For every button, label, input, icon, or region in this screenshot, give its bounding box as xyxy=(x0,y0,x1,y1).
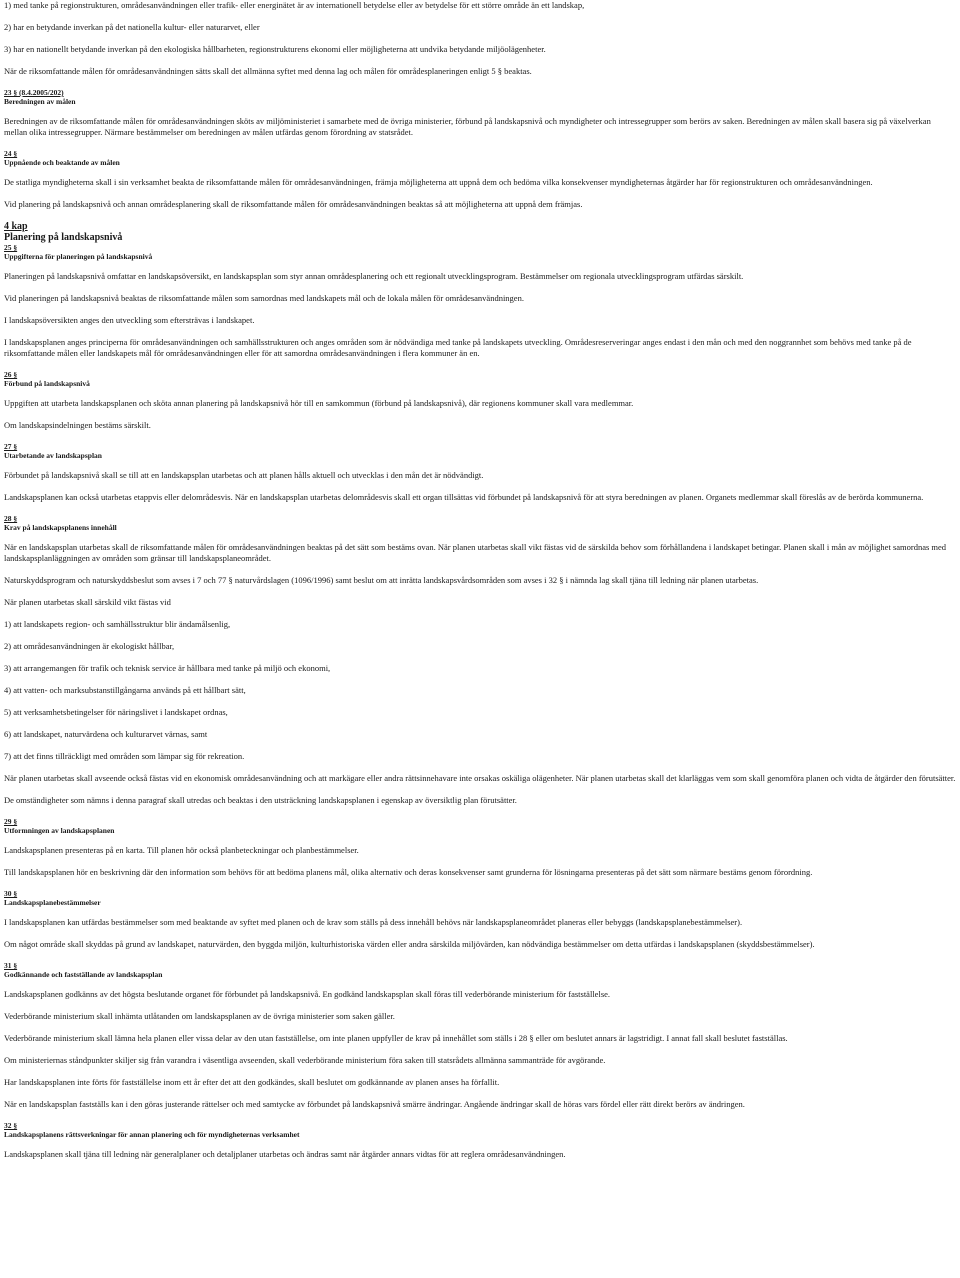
paragraph: Om något område skall skyddas på grund av landskapet, naturvärden, den byggda miljön, kulturhistoriska värden eller andra särskilda miljövärden, kan nödvändiga bestämmelser om detta utfärdas i landskapsplanen (skyddsbestämmelser). xyxy=(4,939,815,949)
paragraph: Beredningen av de riksomfattande målen för områdesanvändningen sköts av miljöministeriet i samarbete med de övriga ministerier, förbund på landskapsnivå och myndigheter och intressegrupper som berörs av saken. Beredningen av målen skall basera sig på växelverkan mellan olika intressegrupper. Närmare bestämmelser om beredningen av målen utfärdas genom förordning av statsrådet. xyxy=(4,116,931,137)
paragraph: Landskapsplanen godkänns av det högsta beslutande organet för förbundet på landskapsnivå. En godkänd landskapsplan skall föras till vederbörande ministerium för fastställelse. xyxy=(4,989,611,999)
paragraph: De statliga myndigheterna skall i sin verksamhet beakta de riksomfattande målen för områdesanvändningen, främja möjligheterna att uppnå dem och bedöma vilka konsekvenser myndigheternas åtgärder har för regionstrukturen och områdesanvändningen. xyxy=(4,177,873,187)
paragraph: Naturskyddsprogram och naturskyddsbeslut som avses i 7 och 77 § naturvårdslagen (1096/1996) samt beslut om att inrätta landskapsvårdsområden som avses i 32 § i nämnda lag skall tjäna till ledning när planen utarbetas. xyxy=(4,575,759,585)
paragraph: 3) att arrangemangen för trafik och teknisk service är hållbara med tanke på miljö och ekonomi, xyxy=(4,663,331,673)
section-heading: Landskapsplanens rättsverkningar för annan planering och för myndigheternas verksamhet xyxy=(4,1130,300,1139)
paragraph: 2) att områdesanvändningen är ekologiskt hållbar, xyxy=(4,641,175,651)
paragraph: Landskapsplanen presenteras på en karta. Till planen hör också planbeteckningar och planbestämmelser. xyxy=(4,845,359,855)
paragraph: 4) att vatten- och marksubstanstillgångarna används på ett hållbart sätt, xyxy=(4,685,246,695)
paragraph: När en landskapsplan utarbetas skall de riksomfattande målen för områdesanvändningen beaktas på det sätt som bestäms ovan. När planen utarbetas skall vikt fästas vid de särskilda behov som förhållandena i landskapet betingar. Planen skall i mån av möjlighet samordnas med landskapsplanläggningen av områden som gränsar till landskapsplaneområdet. xyxy=(4,542,947,563)
paragraph: Om landskapsindelningen bestäms särskilt. xyxy=(4,420,151,430)
paragraph: När de riksomfattande målen för områdesanvändningen sätts skall det allmänna syftet med denna lag och målen för områdesplaneringen enligt 5 § beaktas. xyxy=(4,66,532,76)
paragraph: Uppgiften att utarbeta landskapsplanen och sköta annan planering på landskapsnivå hör till en samkommun (förbund på landskapsnivå), där regionens kommuner skall vara medlemmar. xyxy=(4,398,634,408)
section-number-link[interactable]: 23 § (8.4.2005/202) xyxy=(4,88,64,97)
paragraph: Landskapsplanen skall tjäna till ledning när generalplaner och detaljplaner utarbetas och ändras samt när åtgärder annars vidtas för att reglera områdesanvändningen. xyxy=(4,1149,566,1159)
paragraph: När planen utarbetas skall avseende också fästas vid en ekonomisk områdesanvändning och att markägare eller andra rättsinnehavare inte orsakas oskäliga olägenheter. När planen utarbetas skall det klarläggas vem som skall genomföra planen och vidta de åtgärder den förutsätter. xyxy=(4,773,956,783)
paragraph: I landskapsöversikten anges den utveckling som eftersträvas i landskapet. xyxy=(4,315,255,325)
paragraph: 6) att landskapet, naturvärdena och kulturarvet värnas, samt xyxy=(4,729,208,739)
section-number-link[interactable]: 32 § xyxy=(4,1121,18,1130)
section-heading: Utformningen av landskapsplanen xyxy=(4,826,115,835)
paragraph: Har landskapsplanen inte förts för fastställelse inom ett år efter det att den godkändes, skall beslutet om godkännande av planen anses ha förfallit. xyxy=(4,1077,500,1087)
section-number-link[interactable]: 26 § xyxy=(4,370,18,379)
paragraph: Landskapsplanen kan också utarbetas etappvis eller delområdesvis. När en landskapsplan utarbetas delområdesvis skall ett organ tillsättas vid förbundet på landskapsnivå för att styra beredningen av planen. Organets medlemmar skall föreslås av de berörda kommunerna. xyxy=(4,492,924,502)
section-number-link[interactable]: 24 § xyxy=(4,149,18,158)
paragraph: 3) har en nationellt betydande inverkan på den ekologiska hållbarheten, regionstrukturens ekonomi eller möjligheterna att undvika betydande miljöolägenheter. xyxy=(4,44,546,54)
paragraph: Planeringen på landskapsnivå omfattar en landskapsöversikt, en landskapsplan som styr annan områdesplanering och ett regionalt utvecklingsprogram. Bestämmelser om regionala utvecklingsprogram utfärdas särskilt. xyxy=(4,271,744,281)
paragraph: 7) att det finns tillräckligt med områden som lämpar sig för rekreation. xyxy=(4,751,245,761)
paragraph: Till landskapsplanen hör en beskrivning där den information som behövs för att bedöma planens mål, olika alternativ och deras konsekvenser samt grunderna för lösningarna presenteras på det sätt som närmare bestäms genom förordning. xyxy=(4,867,813,877)
paragraph: De omständigheter som nämns i denna paragraf skall utredas och beaktas i den utsträckning landskapsplanen i egenskap av översiktlig plan förutsätter. xyxy=(4,795,517,805)
section-heading: Beredningen av målen xyxy=(4,97,76,106)
paragraph: 2) har en betydande inverkan på det nationella kultur- eller naturarvet, eller xyxy=(4,22,260,32)
paragraph: I landskapsplanen kan utfärdas bestämmelser som med beaktande av syftet med planen och de krav som ställs på dess innehåll behövs när landskapsplaneområdet planeras eller bebyggs (landskapsplanebestämmelser). xyxy=(4,917,743,927)
paragraph: Vederbörande ministerium skall lämna hela planen eller vissa delar av den utan fastställelse, om inte planen uppfyller de krav på innehållet som ställs i 28 § eller om beslutet annars är lagstridigt. I annat fall skall beslutet fastställas. xyxy=(4,1033,788,1043)
section-heading: Godkännande och fastställande av landskapsplan xyxy=(4,970,163,979)
section-number-link[interactable]: 31 § xyxy=(4,961,18,970)
section-heading: Landskapsplanebestämmelser xyxy=(4,898,101,907)
section-heading: Uppgifterna för planeringen på landskapsnivå xyxy=(4,252,153,261)
paragraph: 5) att verksamhetsbetingelser för näringslivet i landskapet ordnas, xyxy=(4,707,228,717)
paragraph: Vid planering på landskapsnivå och annan områdesplanering skall de riksomfattande målen för områdesanvändningen beaktas så att möjligheterna att uppnå dem främjas. xyxy=(4,199,583,209)
chapter-number-link[interactable]: 4 kap xyxy=(4,221,28,232)
paragraph: Förbundet på landskapsnivå skall se till att en landskapsplan utarbetas och att planen hålls aktuell och utvecklas i den mån det är nödvändigt. xyxy=(4,470,484,480)
section-heading: Krav på landskapsplanens innehåll xyxy=(4,523,117,532)
paragraph: Om ministeriernas ståndpunkter skiljer sig från varandra i väsentliga avseenden, skall vederbörande ministerium föra saken till statsrådets allmänna sammanträde för avgörande. xyxy=(4,1055,606,1065)
section-heading: Uppnående och beaktande av målen xyxy=(4,158,120,167)
paragraph: 1) att landskapets region- och samhällsstruktur blir ändamålsenlig, xyxy=(4,619,231,629)
paragraph: I landskapsplanen anges principerna för områdesanvändningen och samhällsstrukturen och anges områden som är nödvändiga med tanke på landskapets utveckling. Områdesreserveringar anges endast i den mån och med den noggrannhet som behövs med tanke på de riksomfattande målen eller landskapets mål för områdesanvändningen eller för att samordna områdesanvändningen i flera kommuner än en. xyxy=(4,337,912,358)
chapter-heading: Planering på landskapsnivå xyxy=(4,232,123,243)
section-heading: Utarbetande av landskapsplan xyxy=(4,451,102,460)
paragraph: Vid planeringen på landskapsnivå beaktas de riksomfattande målen som samordnas med landskapets mål och de lokala målen för områdesanvändningen. xyxy=(4,293,524,303)
section-number-link[interactable]: 27 § xyxy=(4,442,18,451)
section-heading: Förbund på landskapsnivå xyxy=(4,379,90,388)
paragraph: När en landskapsplan fastställs kan i den göras justerande rättelser och med samtycke av förbundet på landskapsnivå smärre ändringar. Angående ändringar skall de höras vars fördel eller rätt direkt berörs av ändringen. xyxy=(4,1099,745,1109)
paragraph: Vederbörande ministerium skall inhämta utlåtanden om landskapsplanen av de övriga ministerier som saken gäller. xyxy=(4,1011,395,1021)
paragraph: 1) med tanke på regionstrukturen, områdesanvändningen eller trafik- eller energinätet är av internationell betydelse eller av betydelse för ett större område än ett landskap, xyxy=(4,0,585,10)
section-number-link[interactable]: 28 § xyxy=(4,514,18,523)
section-number-link[interactable]: 30 § xyxy=(4,889,18,898)
paragraph: När planen utarbetas skall särskild vikt fästas vid xyxy=(4,597,171,607)
section-number-link[interactable]: 29 § xyxy=(4,817,18,826)
section-number-link[interactable]: 25 § xyxy=(4,243,18,252)
